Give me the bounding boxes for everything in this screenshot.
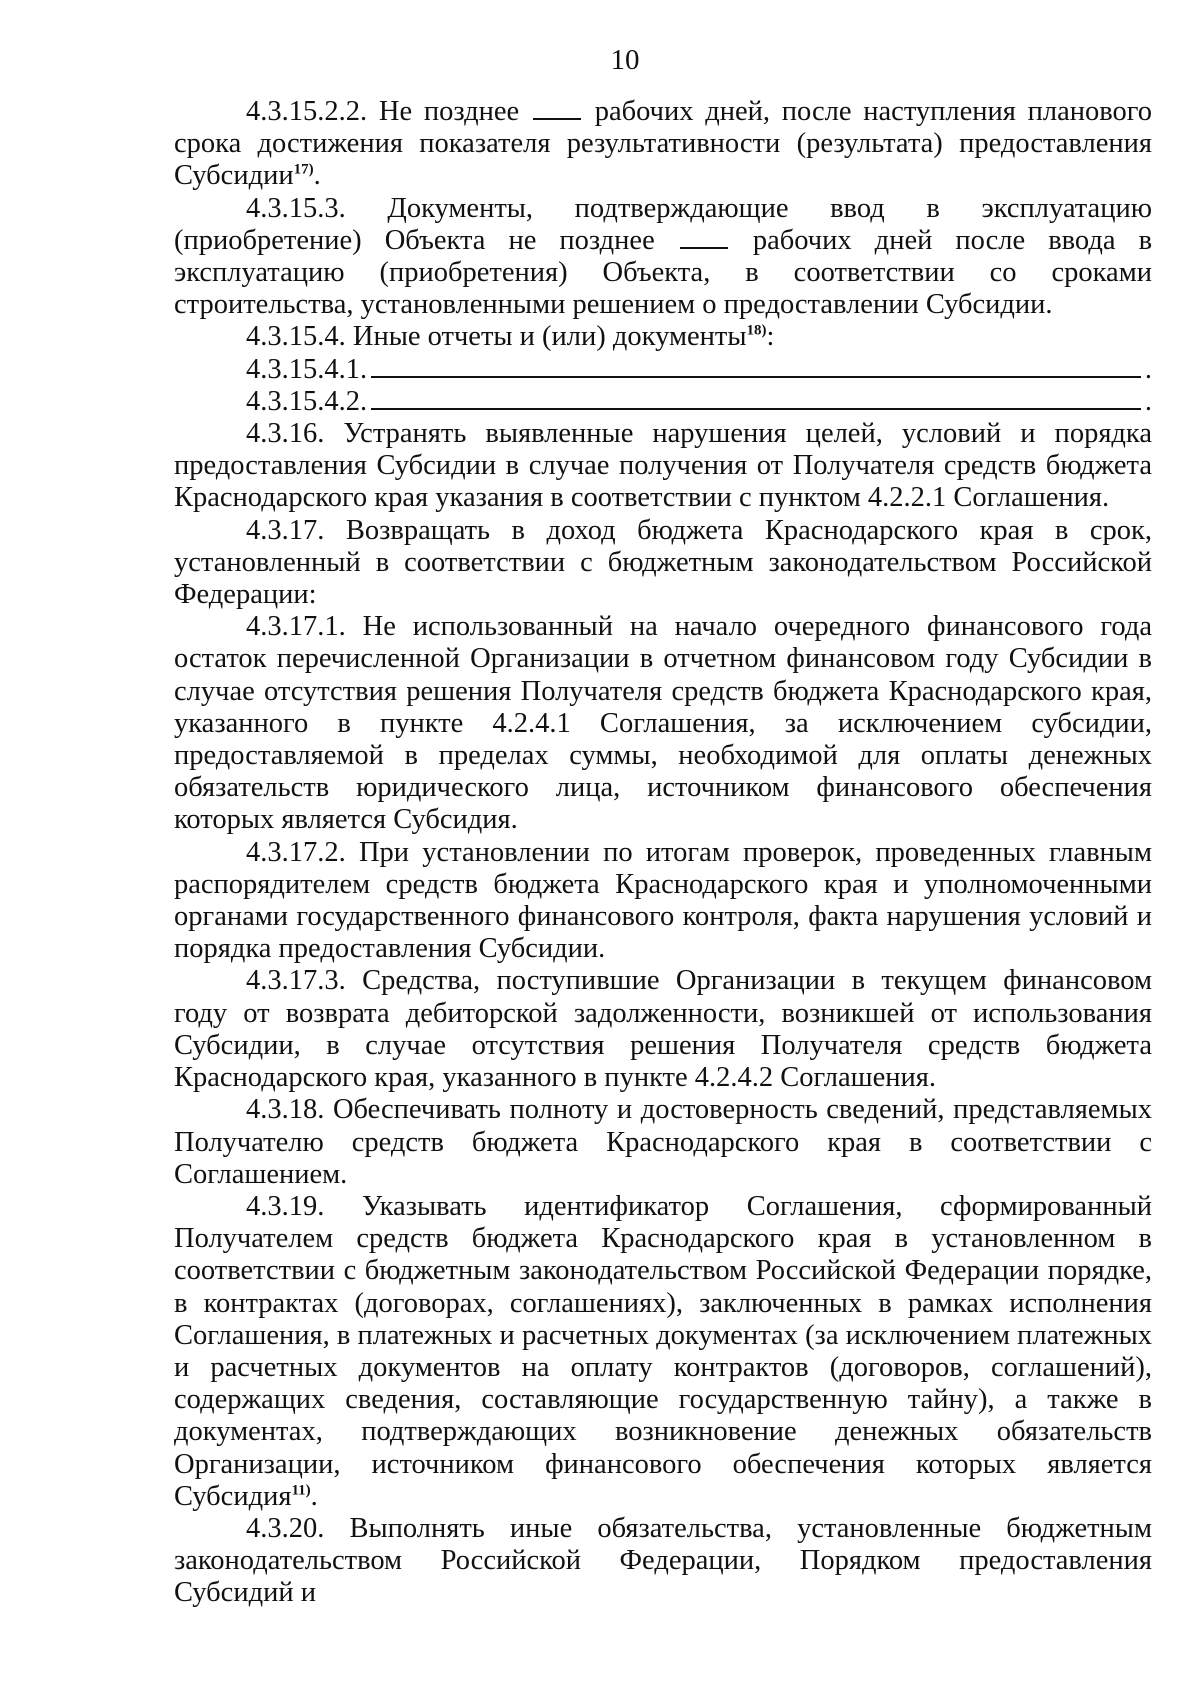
clause-4-3-15-3 bbox=[174, 193, 1152, 322]
clause-4-3-15-2-2 bbox=[174, 96, 1152, 193]
clause-4-3-17-2: 4.3.17.2. При установлении по итогам проверок, проведенных главным распорядителем средств бюджета Краснодарского края и уполномоченными органами государственного финансового контроля, факта нарушения условий и порядка предоставления Субсидии. bbox=[174, 836, 1152, 965]
clause-number: 4.3.15.4.2. bbox=[246, 385, 368, 417]
punctuation: . bbox=[1144, 353, 1152, 385]
punctuation: . bbox=[310, 1480, 318, 1512]
footnote-ref: 11) bbox=[291, 1482, 311, 1499]
clause-text: 4.3.15.4. Иные отчеты и (или) документы bbox=[246, 321, 747, 353]
footnote-ref: 17) bbox=[293, 161, 314, 178]
blank-days-field bbox=[680, 227, 728, 249]
punctuation: . bbox=[313, 160, 321, 192]
clause-4-3-16: 4.3.16. Устранять выявленные нарушения целей, условий и порядка предоставления Субсидии в случае получения от Получателя средств бюджета Краснодарского края указания в соответствии с пунктом 4.2.2.1 Соглашения. bbox=[174, 418, 1152, 514]
document-body bbox=[174, 96, 1152, 1610]
clause-4-3-17-3: 4.3.17.3. Средства, поступившие Организации в текущем финансовом году от возврата дебиторской задолженности, возникшей от использования Субсидии, в случае отсутствия решения Получателя средств бюджета Краснодарского края, указанного в пункте 4.2.4.2 Соглашения. bbox=[174, 965, 1152, 1094]
clause-4-3-15-4 bbox=[174, 321, 1152, 353]
clause-4-3-18: 4.3.18. Обеспечивать полноту и достоверность сведений, представляемых Получателю средств бюджета Краснодарского края в соответствии с Соглашением. bbox=[174, 1094, 1152, 1190]
clause-4-3-19 bbox=[174, 1191, 1152, 1513]
punctuation: : bbox=[766, 321, 775, 353]
punctuation: . bbox=[1144, 385, 1152, 417]
blank-days-field bbox=[533, 98, 581, 120]
footnote-ref: 18) bbox=[746, 322, 767, 339]
clause-4-3-15-4-1 bbox=[174, 354, 1152, 386]
clause-text: 4.3.19. Указывать идентификатор Соглашения, сформированный Получателем средств бюджета Краснодарского края в установленном в соответствии с бюджетным законодательством Российской Федерации порядке, в контрактах (договорах, соглашениях), заключенных в рамках исполнения Соглашения, в платежных и расчетных документах (за исключением платежных и расчетных документов на оплату контрактов (договоров, соглашений), содержащих сведения, составляющие государственную тайну), а также в документах, подтверждающих возникновение денежных обязательств Организации, источником финансового обеспечения которых является Субсидия bbox=[174, 1190, 1152, 1512]
clause-4-3-17-1: 4.3.17.1. Не использованный на начало очередного финансового года остаток перечисленной Организации в отчетном финансовом году Субсидии в случае отсутствия решения Получателя средств бюджета Краснодарского края, указанного в пункте 4.2.4.1 Соглашения, за исключением субсидии, предоставляемой в пределах суммы, необходимой для оплаты денежных обязательств юридического лица, источником финансового обеспечения которых является Субсидия. bbox=[174, 611, 1152, 836]
blank-fill-line bbox=[371, 388, 1141, 410]
clause-4-3-20: 4.3.20. Выполнять иные обязательства, установленные бюджетным законодательством Российской Федерации, Порядком предоставления Субсидий и bbox=[174, 1512, 1152, 1609]
page-number: 10 bbox=[610, 44, 640, 76]
clause-4-3-17: 4.3.17. Возвращать в доход бюджета Краснодарского края в срок, установленный в соответствии с бюджетным законодательством Российской Федерации: bbox=[174, 514, 1152, 611]
clause-text: рабочих дней после ввода в эксплуатацию (приобретения) Объекта, в соответствии со сроками строительства, установленными решением о предоставлении Субсидии. bbox=[174, 224, 1153, 321]
clause-text: рабочих дней, после наступления планового срока достижения показателя результативности (результата) предоставления Субсидии bbox=[174, 96, 1153, 192]
blank-fill-line bbox=[371, 356, 1141, 378]
clause-number: 4.3.15.4.1. bbox=[246, 353, 368, 385]
clause-4-3-15-4-2 bbox=[174, 386, 1152, 418]
clause-text: 4.3.15.3. Документы, подтверждающие ввод в эксплуатацию (приобретение) Объекта не позднее bbox=[174, 192, 1152, 256]
clause-text: 4.3.15.2.2. Не позднее bbox=[246, 96, 520, 127]
